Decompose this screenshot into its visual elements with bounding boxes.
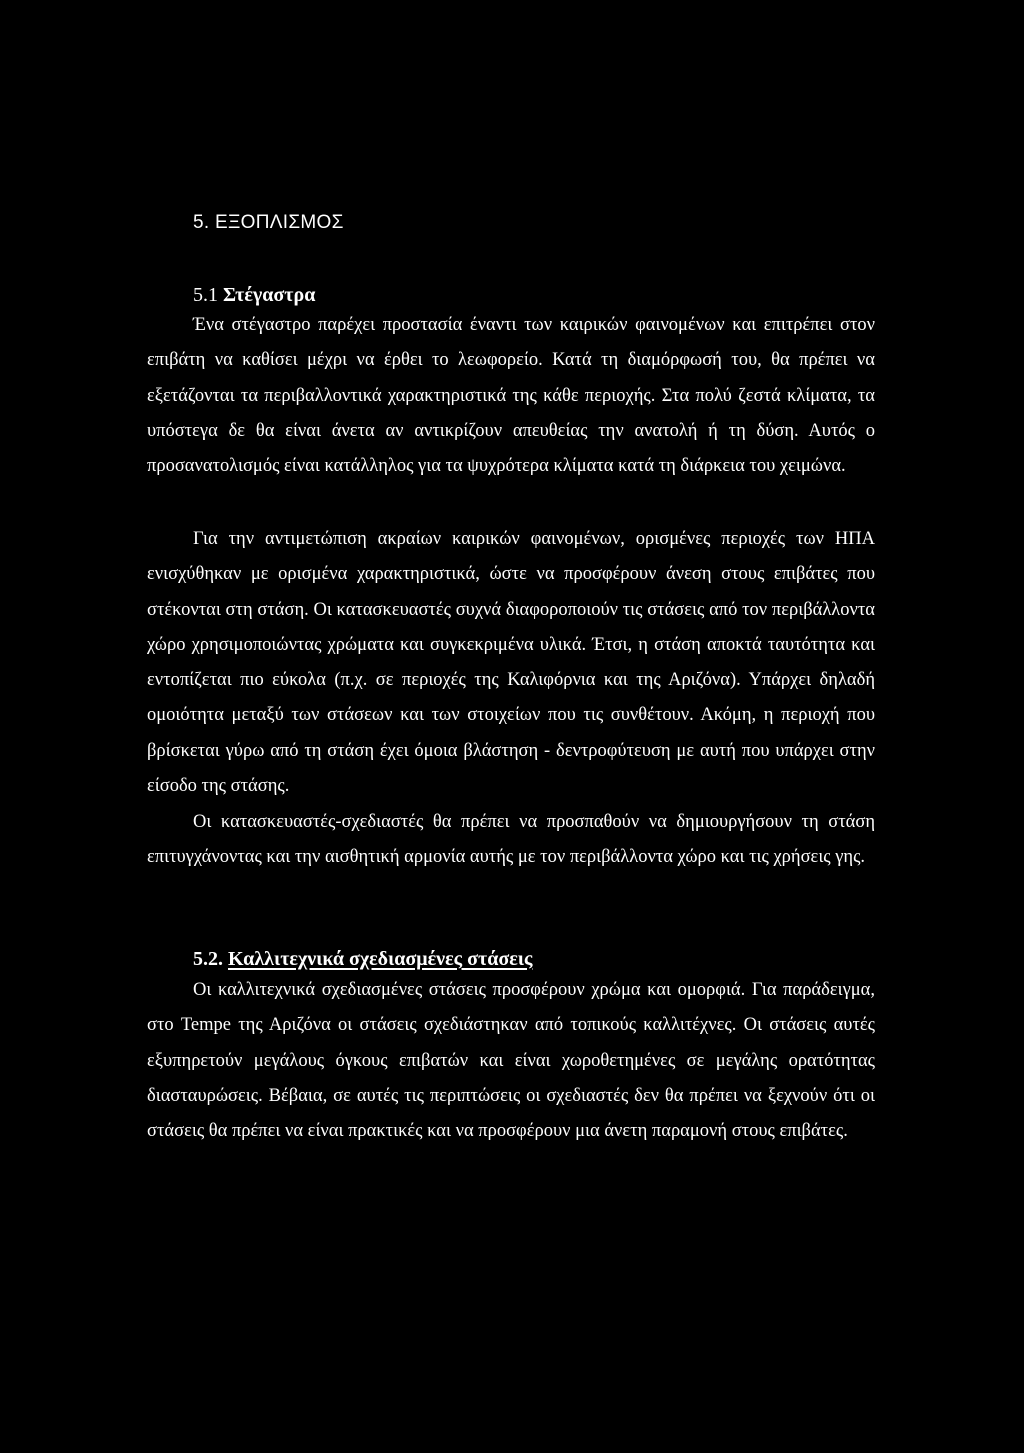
paragraph: Οι καλλιτεχνικά σχεδιασμένες στάσεις προσφέρουν χρώμα και ομορφιά. Για παράδειγμα, στο Tempe της Αριζόνα οι στάσεις σχεδιάστηκαν από τοπικούς καλλιτέχνες. Οι στάσεις αυτές εξυπηρετούν μεγάλους όγκους επιβατών και είναι χωροθετημένες σε μεγάλης ορατότητας διασταυρώσεις. Βέβαια, σε αυτές τις περιπτώσεις οι σχεδιαστές δεν θα πρέπει να ξεχνούν ότι οι στάσεις θα πρέπει να είναι πρακτικές και να προσφέρουν μια άνετη παραμονή στους επιβάτες. — [147, 980, 875, 1142]
section-heading — [193, 281, 315, 309]
chapter-title: 5. ΕΞΟΠΛΙΣΜΟΣ — [193, 212, 344, 233]
section-number: 5.2. — [193, 948, 223, 970]
paragraph: Για την αντιμετώπιση ακραίων καιρικών φαινομένων, ορισμένες περιοχές των ΗΠΑ ενισχύθηκαν με ορισμένα χαρακτηριστικά, ώστε να προσφέρουν άνεση στους επιβάτες που στέκονται στη στάση. Οι κατασκευαστές συχνά διαφοροποιούν τις στάσεις από τον περιβάλλοντα χώρο χρησιμοποιώντας χρώματα και συγκεκριμένα υλικά. Έτσι, η στάση αποκτά ταυτότητα και εντοπίζεται πιο εύκολα (π.χ. σε περιοχές της Καλιφόρνια και της Αριζόνα). Υπάρχει δηλαδή ομοιότητα μεταξύ των στάσεων και των στοιχείων που τις συνθέτουν. Ακόμη, η περιοχή που βρίσκεται γύρω από τη στάση έχει όμοια βλάστηση - δεντροφύτευση με αυτή που υπάρχει στην είσοδο της στάσης. — [147, 529, 875, 797]
section-number: 5.1 — [193, 284, 218, 306]
section-title-text: Καλλιτεχνικά σχεδιασμένες στάσεις — [228, 948, 533, 970]
section-heading — [193, 945, 532, 973]
paragraph: Ένα στέγαστρο παρέχει προστασία έναντι των καιρικών φαινομένων και επιτρέπει στον επιβάτη να καθίσει μέχρι να έρθει το λεωφορείο. Κατά τη διαμόρφωσή του, θα πρέπει να εξετάζονται τα περιβαλλοντικά χαρακτηριστικά της κάθε περιοχής. Στα πολύ ζεστά κλίματα, τα υπόστεγα δε θα είναι άνετα αν αντικρίζουν απευθείας την ανατολή ή τη δύση. Αυτός ο προσανατολισμός είναι κατάλληλος για τα ψυχρότερα κλίματα κατά τη διάρκεια του χειμώνα. — [147, 315, 875, 477]
paragraph: Οι κατασκευαστές-σχεδιαστές θα πρέπει να προσπαθούν να δημιουργήσουν τη στάση επιτυγχάνοντας και την αισθητική αρμονία αυτής με τον περιβάλλοντα χώρο και τις χρήσεις γης. — [147, 812, 875, 868]
section-title-text: Στέγαστρα — [223, 284, 316, 306]
